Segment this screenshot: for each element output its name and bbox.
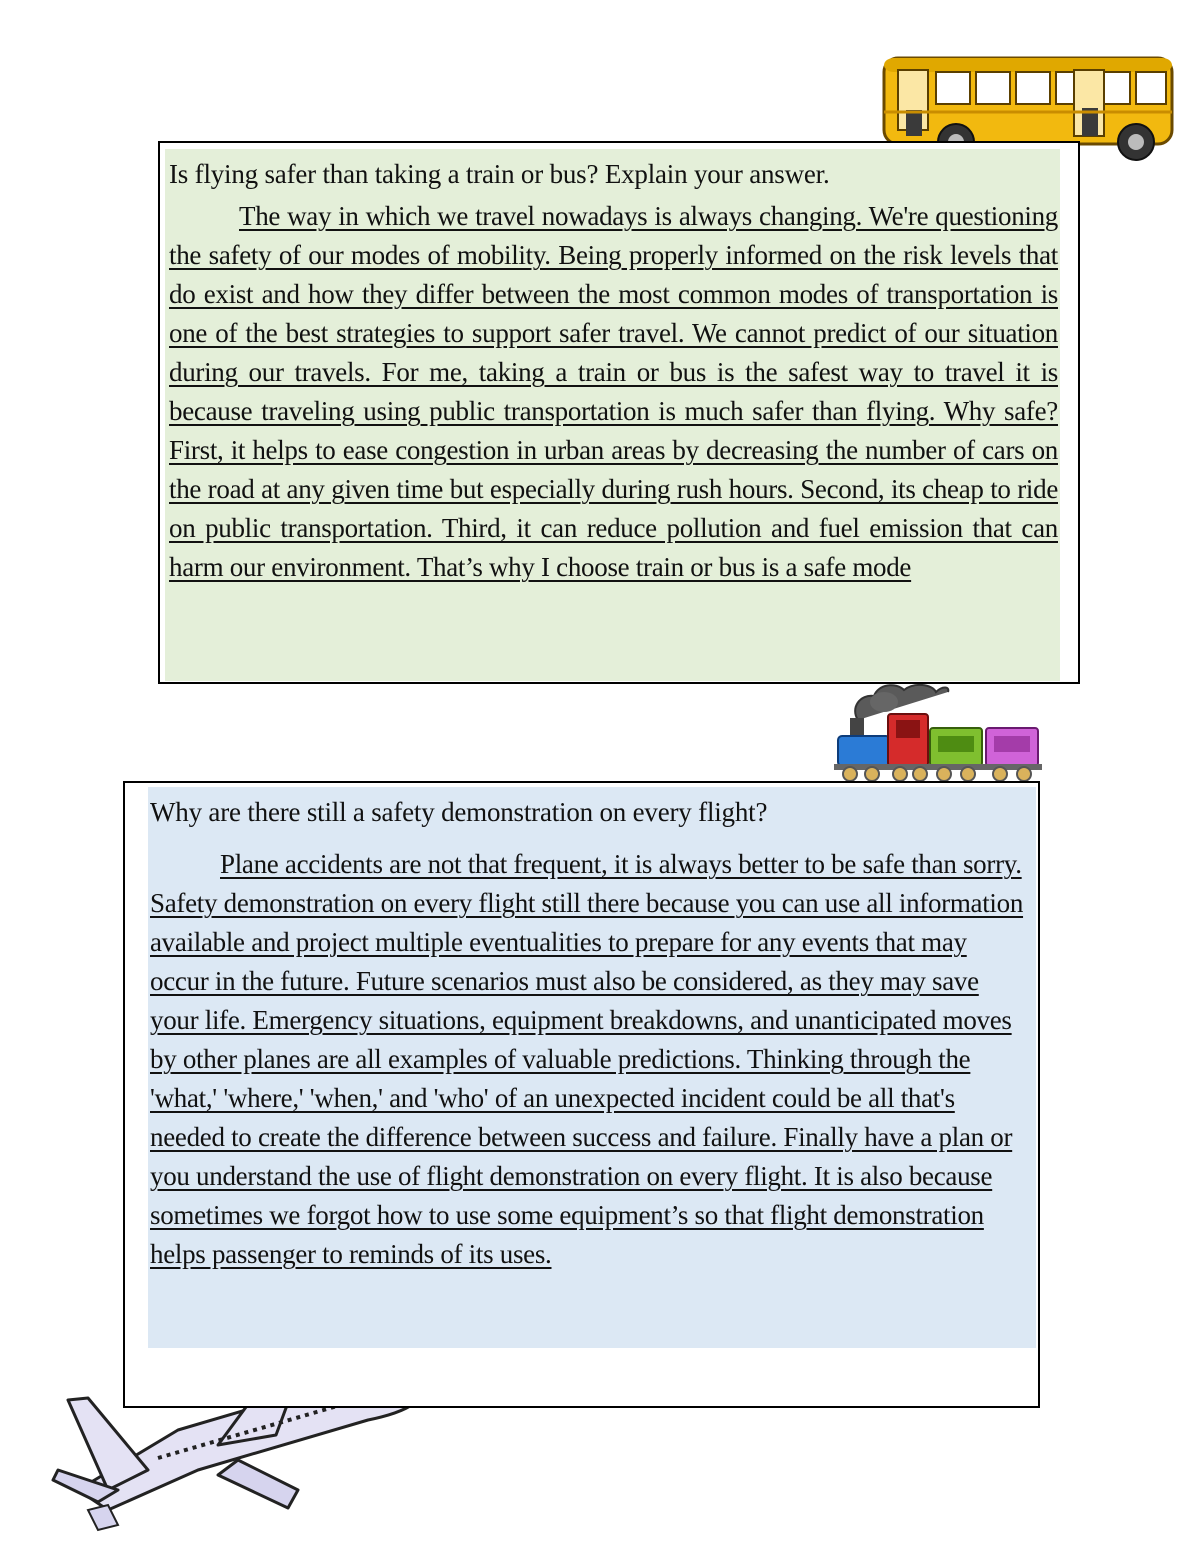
essay-2-question: Why are there still a safety demonstration on every flight? bbox=[150, 797, 768, 827]
essay-1-answer: The way in which we travel nowadays is always changing. We're questioning the safety of our modes of mobility. Being properly informed on the risk levels that do exist and how they differ between the most common modes of transportation is one of the best strategies to support safer travel. We cannot predict of our situation during our travels. For me, taking a train or bus is the safest way to travel it is because traveling using public transportation is much safer than flying. Why safe? First, it helps to ease congestion in urban areas by decreasing the number of cars on the road at any given time but especially during rush hours. Second, its cheap to ride on public transportation. Third, it can reduce pollution and fuel emission that can harm our environment. That’s why I choose train or bus is a safe mode bbox=[169, 201, 1058, 582]
essay-card-2 bbox=[123, 781, 1040, 1408]
essay-2-answer: Plane accidents are not that frequent, it is always better to be safe than sorry. Safety demonstration on every flight still there because you can use all information available and project multiple eventualities to prepare for any events that may occur in the future. Future scenarios must also be considered, as they may save your life. Emergency situations, equipment breakdowns, and unanticipated moves by other planes are all examples of valuable predictions. Thinking through the 'what,' 'where,' 'when,' and 'who' of an unexpected incident could be all that's needed to create the difference between success and failure. Finally have a plan or you understand the use of flight demonstration on every flight. It is also because sometimes we forgot how to use some equipment’s so that flight demonstration helps passenger to reminds of its uses. bbox=[150, 849, 1024, 1269]
train-icon bbox=[820, 680, 1075, 785]
essay-card-1 bbox=[158, 141, 1080, 684]
essay-card-2-body bbox=[148, 787, 1036, 1348]
essay-card-1-body bbox=[165, 149, 1060, 681]
essay-1-question: Is flying safer than taking a train or bus? Explain your answer. bbox=[169, 159, 830, 189]
